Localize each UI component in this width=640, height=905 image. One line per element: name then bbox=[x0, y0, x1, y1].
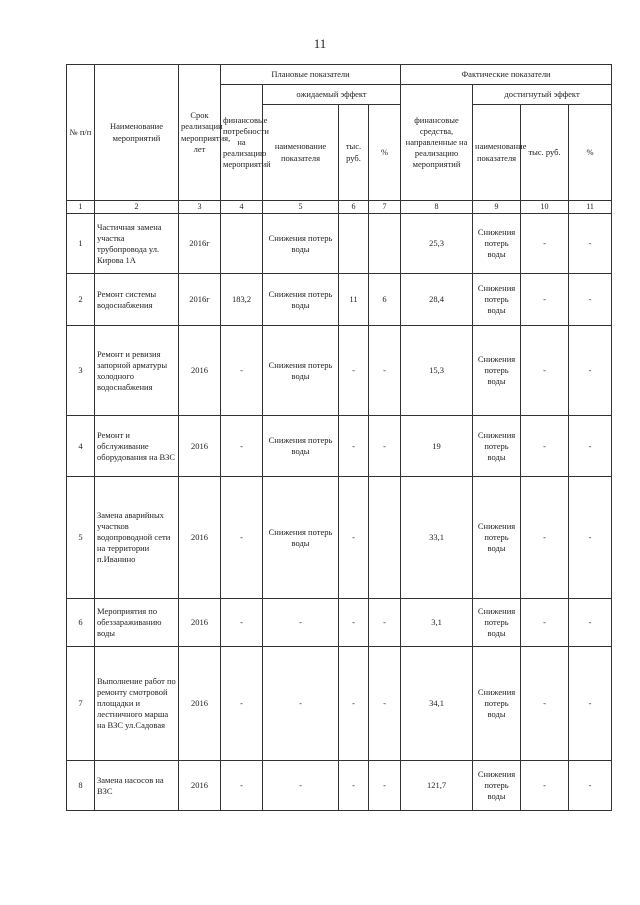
column-number: 9 bbox=[473, 201, 521, 214]
row-plan-pct bbox=[369, 477, 401, 599]
row-fact-effect: Снижения потерь воды bbox=[473, 599, 521, 647]
row-num: 6 bbox=[67, 599, 95, 647]
header-planned-financing: финансовые потребности на реализацию мероприятий bbox=[221, 85, 263, 201]
row-plan-effect: - bbox=[263, 599, 339, 647]
table-row bbox=[67, 326, 612, 416]
row-plan-effect: - bbox=[263, 647, 339, 761]
row-fact-effect: Снижения потерь воды bbox=[473, 477, 521, 599]
row-fact-pct: - bbox=[569, 477, 612, 599]
row-name: Ремонт и обслуживание оборудования на ВЗС bbox=[95, 416, 179, 477]
row-plan-effect: Снижения потерь воды bbox=[263, 477, 339, 599]
header-actual-effect-thousand: тыс. руб. bbox=[521, 105, 569, 201]
row-plan-financing bbox=[221, 214, 263, 274]
header-actual-financing: финансовые средства, направленные на реализацию мероприятий bbox=[401, 85, 473, 201]
table-row bbox=[67, 761, 612, 811]
row-name: Замена насосов на ВЗС bbox=[95, 761, 179, 811]
column-number: 8 bbox=[401, 201, 473, 214]
row-term: 2016 bbox=[179, 647, 221, 761]
page-number: 11 bbox=[313, 36, 327, 51]
row-term: 2016г bbox=[179, 274, 221, 326]
row-plan-financing: - bbox=[221, 477, 263, 599]
row-plan-thousand: - bbox=[339, 477, 369, 599]
row-num: 7 bbox=[67, 647, 95, 761]
row-plan-financing: - bbox=[221, 416, 263, 477]
header-num: № п/п bbox=[67, 65, 95, 201]
row-fact-thousand: - bbox=[521, 761, 569, 811]
row-plan-effect: Снижения потерь воды bbox=[263, 326, 339, 416]
column-numbers-row bbox=[67, 201, 612, 214]
row-fact-thousand: - bbox=[521, 647, 569, 761]
row-fact-effect: Снижения потерь воды bbox=[473, 214, 521, 274]
row-num: 5 bbox=[67, 477, 95, 599]
row-plan-pct bbox=[369, 214, 401, 274]
row-plan-pct: - bbox=[369, 599, 401, 647]
row-plan-thousand bbox=[339, 214, 369, 274]
row-fact-thousand: - bbox=[521, 477, 569, 599]
row-fact-pct: - bbox=[569, 599, 612, 647]
row-fact-financing: 19 bbox=[401, 416, 473, 477]
header-actual-effect-group: достигнутый эффект bbox=[473, 85, 612, 105]
row-term: 2016 bbox=[179, 599, 221, 647]
row-fact-pct: - bbox=[569, 761, 612, 811]
column-number: 5 bbox=[263, 201, 339, 214]
row-plan-financing: - bbox=[221, 647, 263, 761]
row-plan-pct: - bbox=[369, 326, 401, 416]
column-number: 1 bbox=[67, 201, 95, 214]
row-name: Выполнение работ по ремонту смотровой площадки и лестничного марша на ВЗС ул.Садовая bbox=[95, 647, 179, 761]
row-fact-financing: 25,3 bbox=[401, 214, 473, 274]
row-term: 2016 bbox=[179, 761, 221, 811]
row-fact-financing: 28,4 bbox=[401, 274, 473, 326]
row-fact-thousand: - bbox=[521, 416, 569, 477]
row-plan-thousand: - bbox=[339, 326, 369, 416]
header-name: Наименование мероприятий bbox=[95, 65, 179, 201]
row-plan-financing: 183,2 bbox=[221, 274, 263, 326]
header-term: Срок реализации мероприятия, лет bbox=[179, 65, 221, 201]
row-num: 3 bbox=[67, 326, 95, 416]
row-plan-pct: - bbox=[369, 761, 401, 811]
row-fact-thousand: - bbox=[521, 274, 569, 326]
column-number: 3 bbox=[179, 201, 221, 214]
row-plan-pct: - bbox=[369, 416, 401, 477]
row-num: 2 bbox=[67, 274, 95, 326]
row-fact-effect: Снижения потерь воды bbox=[473, 326, 521, 416]
row-fact-effect: Снижения потерь воды bbox=[473, 416, 521, 477]
row-fact-pct: - bbox=[569, 274, 612, 326]
row-name: Замена аварийных участков водопроводной сети на территории п.Иванино bbox=[95, 477, 179, 599]
table-row bbox=[67, 647, 612, 761]
row-num: 4 bbox=[67, 416, 95, 477]
row-num: 8 bbox=[67, 761, 95, 811]
table-row bbox=[67, 599, 612, 647]
row-fact-financing: 34,1 bbox=[401, 647, 473, 761]
row-plan-thousand: - bbox=[339, 647, 369, 761]
row-fact-financing: 3,1 bbox=[401, 599, 473, 647]
row-plan-effect: - bbox=[263, 761, 339, 811]
row-plan-pct: - bbox=[369, 647, 401, 761]
header-planned-effect-thousand: тыс. руб. bbox=[339, 105, 369, 201]
row-fact-pct: - bbox=[569, 647, 612, 761]
row-plan-financing: - bbox=[221, 761, 263, 811]
row-fact-financing: 121,7 bbox=[401, 761, 473, 811]
row-term: 2016 bbox=[179, 326, 221, 416]
header-planned-effect-name: наименование показателя bbox=[263, 105, 339, 201]
header-actual-effect-pct: % bbox=[569, 105, 612, 201]
row-plan-thousand: 11 bbox=[339, 274, 369, 326]
row-name: Частичная замена участка трубопровода ул. Кирова 1А bbox=[95, 214, 179, 274]
row-plan-thousand: - bbox=[339, 416, 369, 477]
row-plan-pct: 6 bbox=[369, 274, 401, 326]
column-number: 6 bbox=[339, 201, 369, 214]
row-fact-financing: 15,3 bbox=[401, 326, 473, 416]
row-name: Ремонт системы водоснабжения bbox=[95, 274, 179, 326]
row-term: 2016 bbox=[179, 477, 221, 599]
header-actual-group: Фактические показатели bbox=[401, 65, 612, 85]
row-fact-thousand: - bbox=[521, 214, 569, 274]
table-row bbox=[67, 214, 612, 274]
column-number: 10 bbox=[521, 201, 569, 214]
row-plan-financing: - bbox=[221, 599, 263, 647]
row-term: 2016 bbox=[179, 416, 221, 477]
column-number: 2 bbox=[95, 201, 179, 214]
row-fact-effect: Снижения потерь воды bbox=[473, 274, 521, 326]
table-row bbox=[67, 477, 612, 599]
row-name: Ремонт и ревизия запорной арматуры холодного водоснабжения bbox=[95, 326, 179, 416]
row-plan-effect: Снижения потерь воды bbox=[263, 214, 339, 274]
row-plan-thousand: - bbox=[339, 761, 369, 811]
table-row bbox=[67, 274, 612, 326]
column-number: 4 bbox=[221, 201, 263, 214]
row-plan-effect: Снижения потерь воды bbox=[263, 274, 339, 326]
header-planned-effect-pct: % bbox=[369, 105, 401, 201]
row-fact-effect: Снижения потерь воды bbox=[473, 761, 521, 811]
row-term: 2016г bbox=[179, 214, 221, 274]
row-num: 1 bbox=[67, 214, 95, 274]
row-plan-effect: Снижения потерь воды bbox=[263, 416, 339, 477]
row-fact-thousand: - bbox=[521, 599, 569, 647]
header-actual-effect-name: наименование показателя bbox=[473, 105, 521, 201]
table-row bbox=[67, 416, 612, 477]
row-fact-effect: Снижения потерь воды bbox=[473, 647, 521, 761]
header-row-1 bbox=[67, 65, 612, 85]
measures-table bbox=[66, 64, 612, 811]
row-plan-thousand: - bbox=[339, 599, 369, 647]
row-fact-thousand: - bbox=[521, 326, 569, 416]
row-fact-pct: - bbox=[569, 326, 612, 416]
row-fact-pct: - bbox=[569, 214, 612, 274]
row-fact-pct: - bbox=[569, 416, 612, 477]
row-name: Мероприятия по обеззараживанию воды bbox=[95, 599, 179, 647]
column-number: 11 bbox=[569, 201, 612, 214]
row-plan-financing: - bbox=[221, 326, 263, 416]
header-planned-group: Плановые показатели bbox=[221, 65, 401, 85]
header-planned-effect-group: ожидаемый эффект bbox=[263, 85, 401, 105]
row-fact-financing: 33,1 bbox=[401, 477, 473, 599]
column-number: 7 bbox=[369, 201, 401, 214]
